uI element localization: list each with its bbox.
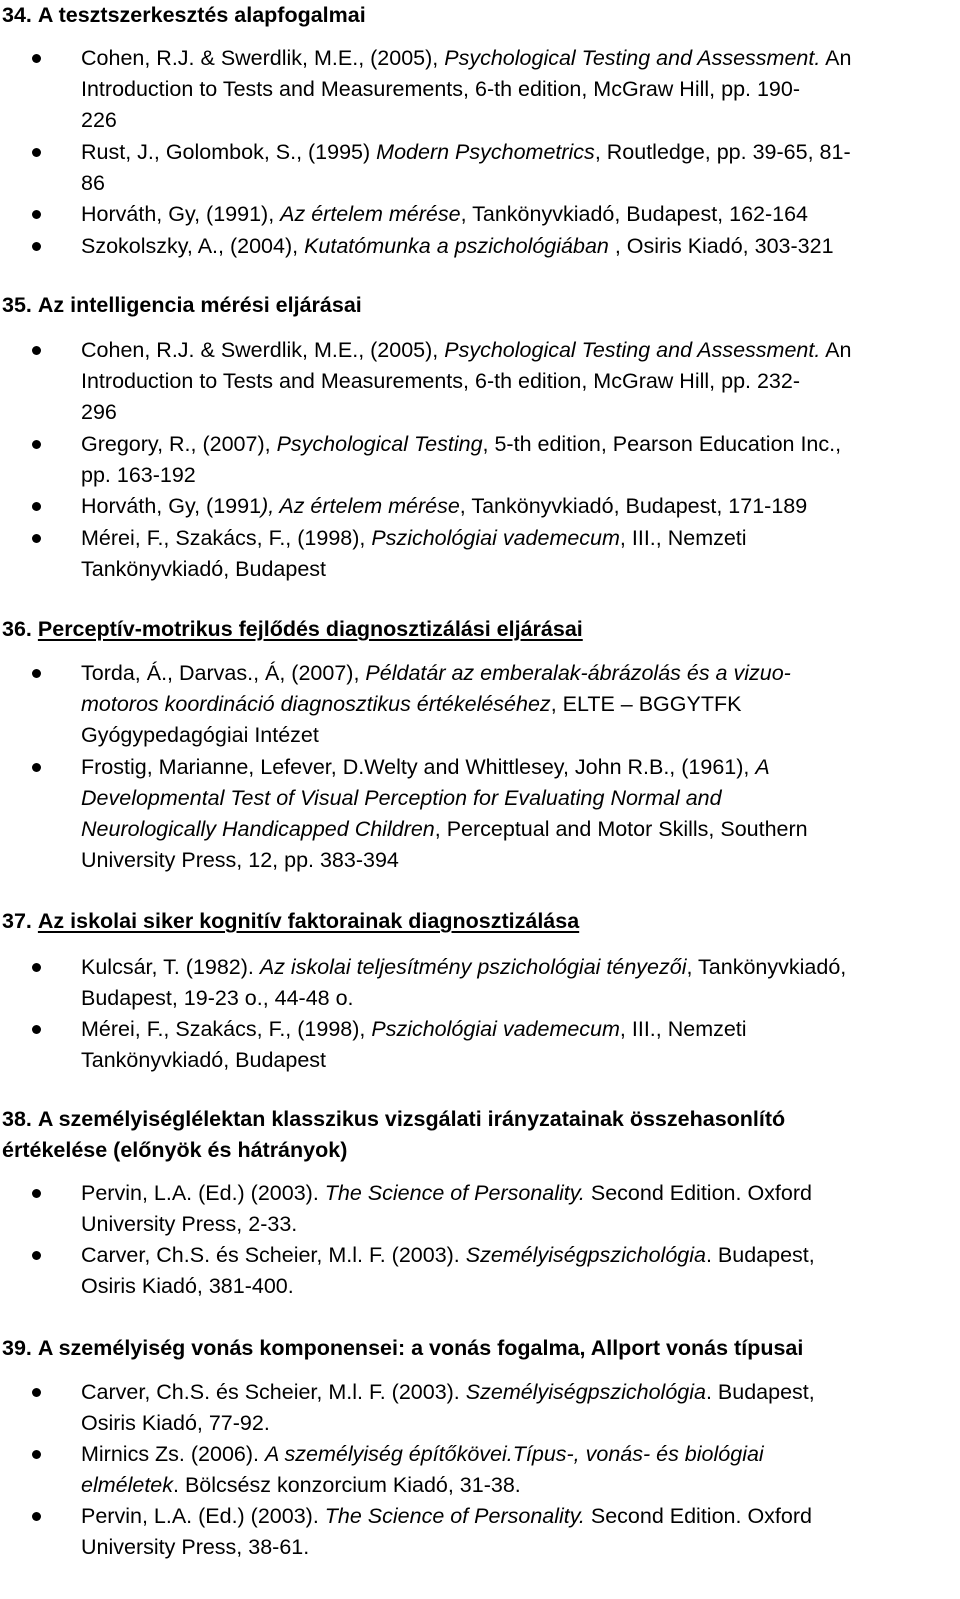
section-title: Az iskolai siker kognitív faktorainak diagnosztizálása <box>37 909 580 933</box>
reference-text: Pervin, L.A. (Ed.) (2003). <box>81 1504 325 1528</box>
section-heading-line <box>2 290 362 321</box>
reference-line <box>81 43 951 74</box>
section-title: értékelése (előnyök és hátrányok) <box>2 1138 348 1162</box>
section-heading-line <box>2 1333 803 1364</box>
reference-line <box>81 1014 951 1045</box>
reference-title-text: Példatár az emberalak-ábrázolás és a vizuo- <box>365 661 791 685</box>
reference-line <box>81 1439 951 1470</box>
reference-text: 226 <box>81 108 117 132</box>
bullet-icon <box>32 763 41 772</box>
section-number: 34. <box>2 3 32 27</box>
reference-line <box>81 1532 951 1563</box>
reference-text: , Routledge, pp. 39-65, 81- <box>594 140 851 164</box>
reference-text: , Tankönyvkiadó, <box>686 955 847 979</box>
reference-line <box>81 429 951 460</box>
reference-text: Budapest, 19-23 o., 44-48 o. <box>81 986 354 1010</box>
section-heading-line <box>2 1104 785 1135</box>
reference-line <box>81 1408 951 1439</box>
bullet-icon <box>32 963 41 972</box>
reference-line <box>81 199 951 230</box>
reference-title-text: Psychological Testing and Assessment. <box>444 338 821 362</box>
reference-item <box>81 231 951 262</box>
reference-item <box>81 1240 951 1302</box>
section-title: Az intelligencia mérési eljárásai <box>37 293 362 317</box>
reference-text: Horváth, Gy, (1991), <box>81 202 281 226</box>
reference-line <box>81 952 951 983</box>
bullet-icon <box>32 1189 41 1198</box>
reference-text: Szokolszky, A., (2004), <box>81 234 305 258</box>
reference-line <box>81 783 951 814</box>
reference-text: Pervin, L.A. (Ed.) (2003). <box>81 1181 325 1205</box>
reference-item <box>81 43 951 136</box>
section-heading <box>2 906 579 937</box>
bullet-icon <box>32 1450 41 1459</box>
reference-item <box>81 335 951 428</box>
reference-title-text: Modern Psychometrics <box>376 140 595 164</box>
reference-text: , ELTE – BGGYTFK <box>550 692 742 716</box>
reference-title-text: ), Az értelem mérése <box>261 494 460 518</box>
reference-item <box>81 523 951 585</box>
reference-line <box>81 231 951 262</box>
reference-text: Kulcsár, T. (1982). <box>81 955 260 979</box>
reference-item <box>81 1377 951 1439</box>
reference-title-text: A <box>755 755 770 779</box>
reference-text: An <box>820 46 852 70</box>
reference-text: Introduction to Tests and Measurements, 6-th edition, McGraw Hill, pp. 232- <box>81 369 801 393</box>
section-heading-line <box>2 1135 785 1166</box>
reference-text: University Press, 38-61. <box>81 1535 310 1559</box>
reference-text: Mérei, F., Szakács, F., (1998), <box>81 1017 372 1041</box>
reference-line <box>81 554 951 585</box>
bullet-icon <box>32 210 41 219</box>
section-number: 37. <box>2 909 32 933</box>
bullet-icon <box>32 1512 41 1521</box>
reference-line <box>81 1377 951 1408</box>
reference-title-text: motoros koordináció diagnosztikus értékeléséhez <box>81 692 551 716</box>
reference-item <box>81 1501 951 1563</box>
reference-item <box>81 137 951 199</box>
reference-item <box>81 1014 951 1076</box>
reference-title-text: Pszichológiai vademecum <box>371 1017 620 1041</box>
reference-line <box>81 720 951 751</box>
reference-line <box>81 1045 951 1076</box>
reference-line <box>81 105 951 136</box>
bullet-icon <box>32 346 41 355</box>
reference-text: Frostig, Marianne, Lefever, D.Welty and Whittlesey, John R.B., (1961), <box>81 755 756 779</box>
bullet-icon <box>32 669 41 678</box>
section-heading <box>2 1104 785 1166</box>
reference-text: , III., Nemzeti <box>619 1017 747 1041</box>
bullet-icon <box>32 502 41 511</box>
bullet-icon <box>32 242 41 251</box>
section-title: A személyiséglélektan klasszikus vizsgálati irányzatainak összehasonlító <box>37 1107 786 1131</box>
reference-text: , Tankönyvkiadó, Budapest, 162-164 <box>460 202 809 226</box>
reference-line <box>81 689 951 720</box>
reference-line <box>81 983 951 1014</box>
reference-title-text: Pszichológiai vademecum <box>371 526 620 550</box>
reference-title-text: The Science of Personality. <box>324 1504 585 1528</box>
reference-title-text: Kutatómunka a pszichológiában <box>304 234 609 258</box>
reference-text: , 5-th edition, Pearson Education Inc., <box>482 432 842 456</box>
section-heading-line <box>2 906 579 937</box>
section-title: Perceptív-motrikus fejlődés diagnosztizálási eljárásai <box>37 617 583 641</box>
bullet-icon <box>32 54 41 63</box>
reference-text: 86 <box>81 171 105 195</box>
reference-text: , Tankönyvkiadó, Budapest, 171-189 <box>459 494 808 518</box>
section-heading <box>2 0 366 31</box>
reference-title-text: Psychological Testing and Assessment. <box>444 46 821 70</box>
section-heading-line <box>2 614 583 645</box>
reference-text: . Budapest, <box>705 1243 815 1267</box>
bullet-icon <box>32 534 41 543</box>
reference-title-text: elméletek <box>81 1473 174 1497</box>
reference-line <box>81 752 951 783</box>
reference-text: University Press, 2-33. <box>81 1212 298 1236</box>
reference-line <box>81 1178 951 1209</box>
reference-text: Carver, Ch.S. és Scheier, M.l. F. (2003). <box>81 1243 466 1267</box>
reference-line <box>81 460 951 491</box>
reference-item <box>81 952 951 1014</box>
reference-text: Torda, Á., Darvas., Á, (2007), <box>81 661 366 685</box>
reference-line <box>81 658 951 689</box>
bullet-icon <box>32 1025 41 1034</box>
bullet-icon <box>32 440 41 449</box>
reference-text: pp. 163-192 <box>81 463 196 487</box>
reference-line <box>81 335 951 366</box>
reference-title-text: The Science of Personality. <box>324 1181 585 1205</box>
section-number: 39. <box>2 1336 32 1360</box>
reference-line <box>81 137 951 168</box>
section-number: 36. <box>2 617 32 641</box>
reference-line <box>81 814 951 845</box>
reference-text: Carver, Ch.S. és Scheier, M.l. F. (2003). <box>81 1380 466 1404</box>
reference-title-text: Neurologically Handicapped Children <box>81 817 435 841</box>
section-heading <box>2 614 583 645</box>
reference-text: Rust, J., Golombok, S., (1995) <box>81 140 377 164</box>
reference-text: Cohen, R.J. & Swerdlik, M.E., (2005), <box>81 46 445 70</box>
reference-text: Osiris Kiadó, 381-400. <box>81 1274 294 1298</box>
reference-text: Osiris Kiadó, 77-92. <box>81 1411 270 1435</box>
reference-text: University Press, 12, pp. 383-394 <box>81 848 399 872</box>
reference-text: Horváth, Gy, (1991 <box>81 494 262 518</box>
reference-line <box>81 74 951 105</box>
reference-title-text: Személyiségpszichológia <box>465 1243 706 1267</box>
reference-line <box>81 168 951 199</box>
reference-item <box>81 1439 951 1501</box>
reference-line <box>81 1209 951 1240</box>
bullet-icon <box>32 1388 41 1397</box>
reference-text: Tankönyvkiadó, Budapest <box>81 557 327 581</box>
reference-item <box>81 491 951 522</box>
reference-title-text: Az értelem mérése <box>280 202 461 226</box>
section-title: A személyiség vonás komponensei: a vonás fogalma, Allport vonás típusai <box>37 1336 804 1360</box>
reference-item <box>81 752 951 876</box>
section-heading-line <box>2 0 366 31</box>
reference-item <box>81 199 951 230</box>
reference-line <box>81 1271 951 1302</box>
reference-text: . Bölcsész konzorcium Kiadó, 31-38. <box>173 1473 521 1497</box>
reference-title-text: Az iskolai teljesítmény pszichológiai tényezői <box>259 955 687 979</box>
reference-item <box>81 429 951 491</box>
reference-line <box>81 1470 951 1501</box>
section-heading <box>2 290 362 321</box>
reference-text: Second Edition. Oxford <box>584 1504 812 1528</box>
reference-title-text: Személyiségpszichológia <box>465 1380 706 1404</box>
bullet-icon <box>32 148 41 157</box>
reference-text: , III., Nemzeti <box>619 526 747 550</box>
reference-text: , Osiris Kiadó, 303-321 <box>608 234 834 258</box>
reference-text: Tankönyvkiadó, Budapest <box>81 1048 327 1072</box>
reference-item <box>81 658 951 751</box>
reference-text: Second Edition. Oxford <box>584 1181 812 1205</box>
reference-text: Mirnics Zs. (2006). <box>81 1442 265 1466</box>
reference-text: Cohen, R.J. & Swerdlik, M.E., (2005), <box>81 338 445 362</box>
reference-line <box>81 523 951 554</box>
section-heading <box>2 1333 803 1364</box>
reference-item <box>81 1178 951 1240</box>
reference-text: Gregory, R., (2007), <box>81 432 277 456</box>
reference-title-text: Psychological Testing <box>276 432 483 456</box>
reference-line <box>81 1240 951 1271</box>
reference-line <box>81 491 951 522</box>
reference-line <box>81 845 951 876</box>
section-title: A tesztszerkesztés alapfogalmai <box>37 3 366 27</box>
section-number: 35. <box>2 293 32 317</box>
reference-text: . Budapest, <box>705 1380 815 1404</box>
bullet-icon <box>32 1251 41 1260</box>
reference-text: Mérei, F., Szakács, F., (1998), <box>81 526 372 550</box>
reference-text: An <box>820 338 852 362</box>
reference-title-text: A személyiség építőkövei.Típus-, vonás- és biológiai <box>264 1442 764 1466</box>
reference-text: Introduction to Tests and Measurements, 6-th edition, McGraw Hill, pp. 190- <box>81 77 801 101</box>
reference-text: Gyógypedagógiai Intézet <box>81 723 319 747</box>
reference-text: , Perceptual and Motor Skills, Southern <box>434 817 808 841</box>
reference-line <box>81 366 951 397</box>
reference-title-text: Developmental Test of Visual Perception for Evaluating Normal and <box>81 786 722 810</box>
section-number: 38. <box>2 1107 32 1131</box>
reference-line <box>81 1501 951 1532</box>
reference-line <box>81 397 951 428</box>
reference-text: 296 <box>81 400 117 424</box>
